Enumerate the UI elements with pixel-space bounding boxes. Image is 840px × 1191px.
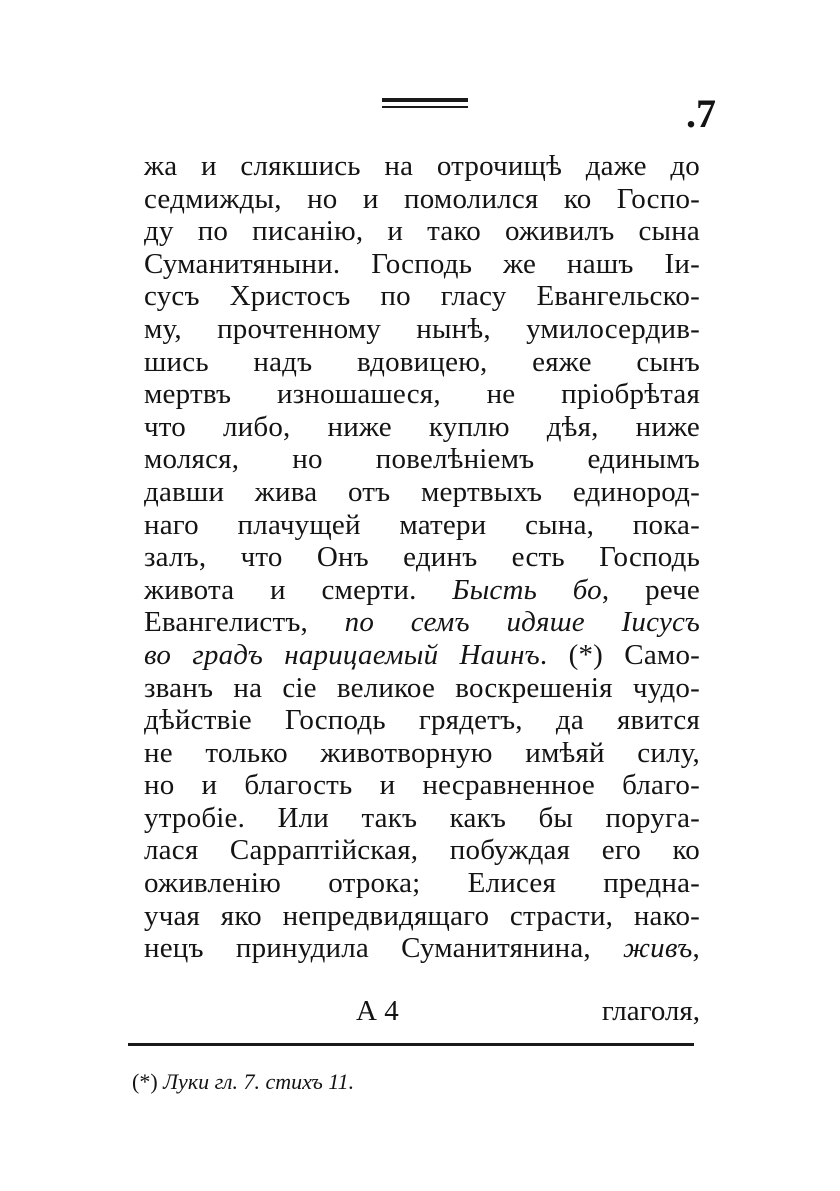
text-span: но и благость и несравненное благо- [144,769,700,802]
text-span: оживленію отрока; Елисея предна- [144,867,700,900]
footnote-marker: (*) [132,1069,158,1094]
text-span: ду по писанію, и тако оживилъ сына [144,215,700,248]
text-line [144,802,700,835]
text-span: му, прочтенному нынѣ, умилосердив- [144,312,700,345]
text-line [144,639,700,672]
header-ornament-rule [382,98,468,110]
footnote-divider [128,1043,694,1046]
text-span: живота и смерти. [144,573,453,606]
text-span: Евангелистъ, [144,606,345,639]
catchword: глаголя, [601,995,700,1027]
text-span: лася Сарраптійская, побуждая его ко [144,834,700,867]
text-span: не только животворную имѣяй силу, [144,736,700,769]
text-line [144,672,700,705]
text-line [144,509,700,542]
text-span: дѣйствіе Господь грядетъ, да явится [144,704,700,737]
text-span: нецъ принудила Суманитянина, [144,932,623,965]
text-line [144,183,700,216]
text-span: моляся, но повелѣніемъ единымъ [144,443,700,476]
text-span: жа и слякшись на отрочищѣ даже до [144,150,700,182]
text-line [144,606,700,639]
text-line [144,541,700,574]
text-span: утробіе. Или такъ какъ бы поруга- [144,801,700,834]
italic-text-span: Бысть бо [452,573,602,606]
text-line [144,378,700,411]
text-span: учая яко непредвидящаго страсти, нако- [144,899,700,932]
text-span: мертвъ изношашеся, не пріобрѣтая [144,378,700,411]
text-span: , [692,932,700,965]
italic-text-span: живъ [623,932,693,965]
text-line [144,704,700,737]
text-line [144,150,700,183]
text-line [144,737,700,770]
body-text [144,150,700,965]
page-number: .7 [686,91,716,136]
text-line [144,867,700,900]
footnote [132,1068,532,1096]
text-span: сусъ Христосъ по гласу Евангельско- [144,280,700,313]
text-span: наго плачущей матери сына, пока- [144,508,700,541]
italic-text-span: по семъ идяше Іисусъ [344,606,700,639]
text-line [144,280,700,313]
text-span: званъ на сіе великое воскрешенія чудо- [144,671,700,704]
text-span: давши жива отъ мертвыхъ единород- [144,475,700,508]
text-span: что либо, ниже куплю дѣя, ниже [144,410,700,443]
text-line [144,248,700,281]
text-line [144,932,700,965]
text-line [144,476,700,509]
text-line [144,769,700,802]
text-span: шись надъ вдовицею, еяже сынъ [144,345,700,378]
text-line [144,443,700,476]
text-span: Суманитяныни. Господь же нашъ Іи- [144,247,700,280]
text-line [144,215,700,248]
text-span: . (*) Само- [539,638,700,671]
text-line [144,313,700,346]
text-span: , рече [601,573,700,606]
text-line [144,411,700,444]
text-line [144,900,700,933]
italic-text-span: во градъ нарицаемый Наинъ [144,638,540,671]
text-line [144,346,700,379]
text-line [144,834,700,867]
signature-mark: А 4 [356,995,399,1027]
footnote-reference: Луки гл. 7. стихъ 11. [163,1069,355,1094]
footer-row [144,994,700,1028]
text-line [144,574,700,607]
text-span: залъ, что Онъ единъ есть Господь [144,541,700,574]
text-span: седмижды, но и помолился ко Госпо- [144,182,700,215]
